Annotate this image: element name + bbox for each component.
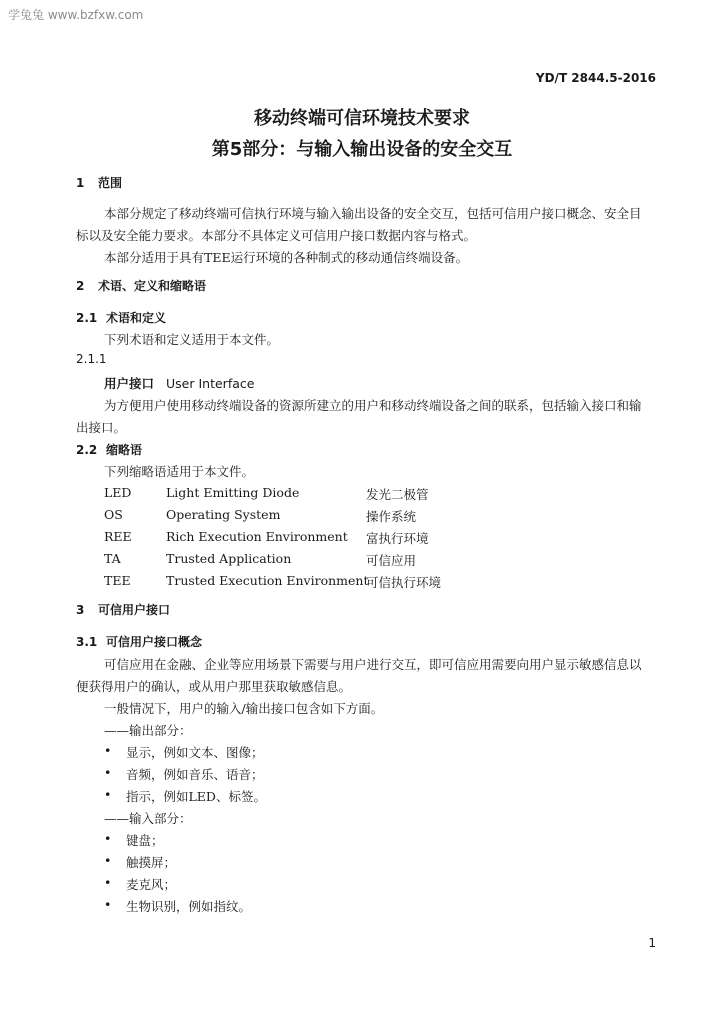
section-2-heading [76, 277, 206, 294]
bullet-icon: • [104, 765, 112, 780]
abbreviation-list [0, 485, 724, 595]
sec2-2-intro: 下列缩略语适用于本文件。 [104, 464, 255, 479]
section-3-heading [76, 601, 170, 618]
section-number: 2.2 [76, 443, 98, 457]
term-name [104, 374, 254, 392]
sec3-1-para1-line1: 可信应用在金融、企业等应用场景下需要与用户进行交互，即可信应用需要向用户显示敏感信息以 [104, 657, 642, 672]
list-item [104, 831, 504, 849]
term-en: User Interface [166, 376, 255, 391]
section-title: 术语、定义和缩略语 [98, 279, 207, 293]
section-title: 可信用户接口概念 [106, 635, 203, 649]
abbreviation: OS [104, 507, 123, 522]
abbreviation-row [0, 573, 724, 591]
abbreviation-cn: 富执行环境 [366, 531, 429, 546]
standard-code: YD/T 2844.5-2016 [535, 71, 656, 85]
abbreviation-full: Trusted Execution Environment [166, 573, 369, 588]
bullet-icon: • [104, 897, 112, 912]
abbreviation-cn: 发光二极管 [366, 487, 429, 502]
abbreviation-full: Operating System [166, 507, 281, 522]
bullet-icon: • [104, 853, 112, 868]
abbreviation: TA [104, 551, 121, 566]
list-item [104, 787, 504, 805]
list-item-text: 显示，例如文本、图像； [126, 745, 264, 760]
list-item-text: 触摸屏； [126, 855, 177, 870]
list-item [104, 897, 504, 915]
list-item-text: 键盘； [126, 833, 164, 848]
section-3-1-heading [76, 633, 202, 650]
section-title: 范围 [98, 176, 123, 190]
abbreviation: TEE [104, 573, 131, 588]
term-cn: 用户接口 [104, 376, 155, 391]
sec1-para1-line2: 标以及安全能力要求。本部分不具体定义可信用户接口数据内容与格式。 [76, 228, 477, 243]
section-number: 1 [76, 176, 85, 190]
abbreviation: LED [104, 485, 132, 500]
watermark: 学兔兔 www.bzfxw.com [8, 8, 144, 22]
section-number: 2 [76, 279, 85, 293]
sec3-1-para2: 一般情况下，用户的输入/输出接口包含如下方面。 [104, 701, 384, 716]
input-heading: ——输入部分： [104, 811, 192, 826]
sec3-1-para1-line2: 便获得用户的确认，或从用户那里获取敏感信息。 [76, 679, 352, 694]
abbreviation-full: Rich Execution Environment [166, 529, 348, 544]
section-2-1-1-number: 2.1.1 [76, 352, 107, 366]
document-title-line2: 第5部分：与输入输出设备的安全交互 [211, 139, 513, 160]
section-title: 缩略语 [106, 443, 143, 457]
section-number: 2.1 [76, 311, 98, 325]
abbreviation-cn: 可信应用 [366, 553, 417, 568]
list-item-text: 生物识别，例如指纹。 [126, 899, 252, 914]
document-title-line1: 移动终端可信环境技术要求 [254, 108, 470, 129]
bullet-icon: • [104, 831, 112, 846]
section-1-heading [76, 174, 122, 191]
list-item [104, 853, 504, 871]
list-item [104, 875, 504, 893]
sec1-para1-line1: 本部分规定了移动终端可信执行环境与输入输出设备的安全交互，包括可信用户接口概念、安全目 [104, 206, 642, 221]
section-title: 可信用户接口 [98, 603, 171, 617]
abbreviation: REE [104, 529, 132, 544]
sec1-para2: 本部分适用于具有TEE运行环境的各种制式的移动通信终端设备。 [104, 250, 469, 265]
page-number: 1 [648, 936, 656, 950]
abbreviation-full: Light Emitting Diode [166, 485, 300, 500]
section-title: 术语和定义 [106, 311, 167, 325]
term-definition-line1: 为方便用户使用移动终端设备的资源所建立的用户和移动终端设备之间的联系，包括输入接口和输 [104, 398, 642, 413]
abbreviation-cn: 操作系统 [366, 509, 417, 524]
list-item-text: 指示，例如LED、标签。 [126, 789, 266, 804]
abbreviation-row [0, 507, 724, 525]
abbreviation-full: Trusted Application [166, 551, 292, 566]
section-2-1-heading [76, 309, 166, 326]
bullet-icon: • [104, 787, 112, 802]
abbreviation-cn: 可信执行环境 [366, 575, 442, 590]
bullet-icon: • [104, 875, 112, 890]
abbreviation-row [0, 485, 724, 503]
abbreviation-row [0, 551, 724, 569]
output-heading: ——输出部分： [104, 723, 192, 738]
bullet-icon: • [104, 743, 112, 758]
abbreviation-row [0, 529, 724, 547]
section-number: 3 [76, 603, 85, 617]
list-item-text: 音频，例如音乐、语音； [126, 767, 264, 782]
section-2-2-heading [76, 441, 142, 458]
list-item [104, 765, 504, 783]
list-item [104, 743, 504, 761]
sec2-1-intro: 下列术语和定义适用于本文件。 [104, 332, 280, 347]
section-number: 3.1 [76, 635, 98, 649]
term-definition-line2: 出接口。 [76, 420, 127, 435]
list-item-text: 麦克风； [126, 877, 177, 892]
